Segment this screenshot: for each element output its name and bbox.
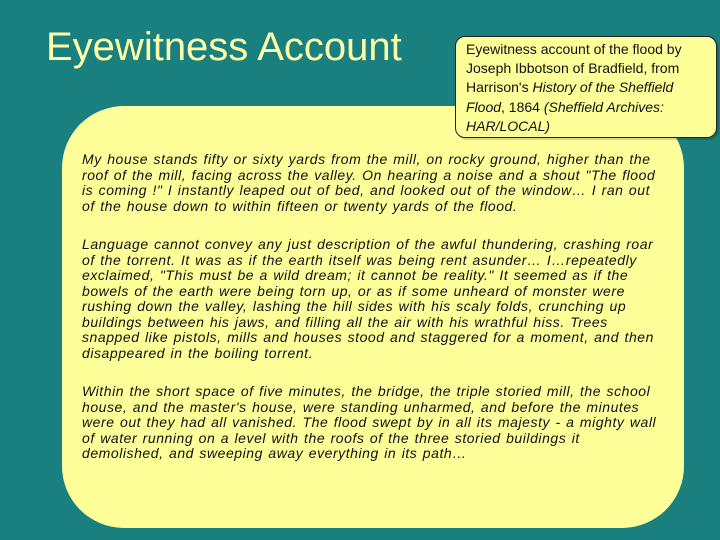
quote-paragraph-3: Within the short space of five minutes, the bridge, the triple storied mill, the school house, and the master's house, were standing unharmed, and before the minutes were out they had all vanished. The flood swept by in all its majesty - a mighty wall of water running on a level with the roofs of the three storied buildings it demolished, and sweeping away everything in its path… — [82, 383, 657, 461]
source-year: , 1864 — [501, 98, 540, 115]
source-archive: (Sheffield Archives: HAR/LOCAL) — [466, 98, 664, 134]
source-text: Eyewitness account of the flood by Joseph Ibbotson of Bradfield, from Harrison's — [466, 41, 682, 96]
quote-paragraph-1: My house stands fifty or sixty yards from the mill, on rocky ground, higher than the roof of the mill, facing across the valley. On hearing a noise and a shout "The flood is coming !" I instantly leaped out of bed, and looked out of the window… I ran out of the house down to within fifteen or twenty yards of the flood. — [82, 151, 656, 214]
source-book-title: History of the Sheffield Flood — [466, 79, 674, 115]
quote-panel — [62, 106, 684, 528]
quote-paragraph-2: Language cannot convey any just description of the awful thundering, crashing roar of the torrent. It was as if the earth itself was being rent asunder… I…repeatedly exclaimed, "This must be a wild dream; it cannot be reality." It seemed as if the bowels of the earth were being torn up, or as if some unheard of monster were rushing down the valley, lashing the hill sides with his scaly folds, crunching up buildings between his jaws, and filling all the air with his wrathful hiss. Trees snapped like pistols, mills and houses stood and staggered for a moment, and then disappeared in the boiling torrent. — [82, 236, 654, 361]
source-callout — [455, 36, 717, 138]
slide-title: Eyewitness Account — [46, 25, 402, 69]
